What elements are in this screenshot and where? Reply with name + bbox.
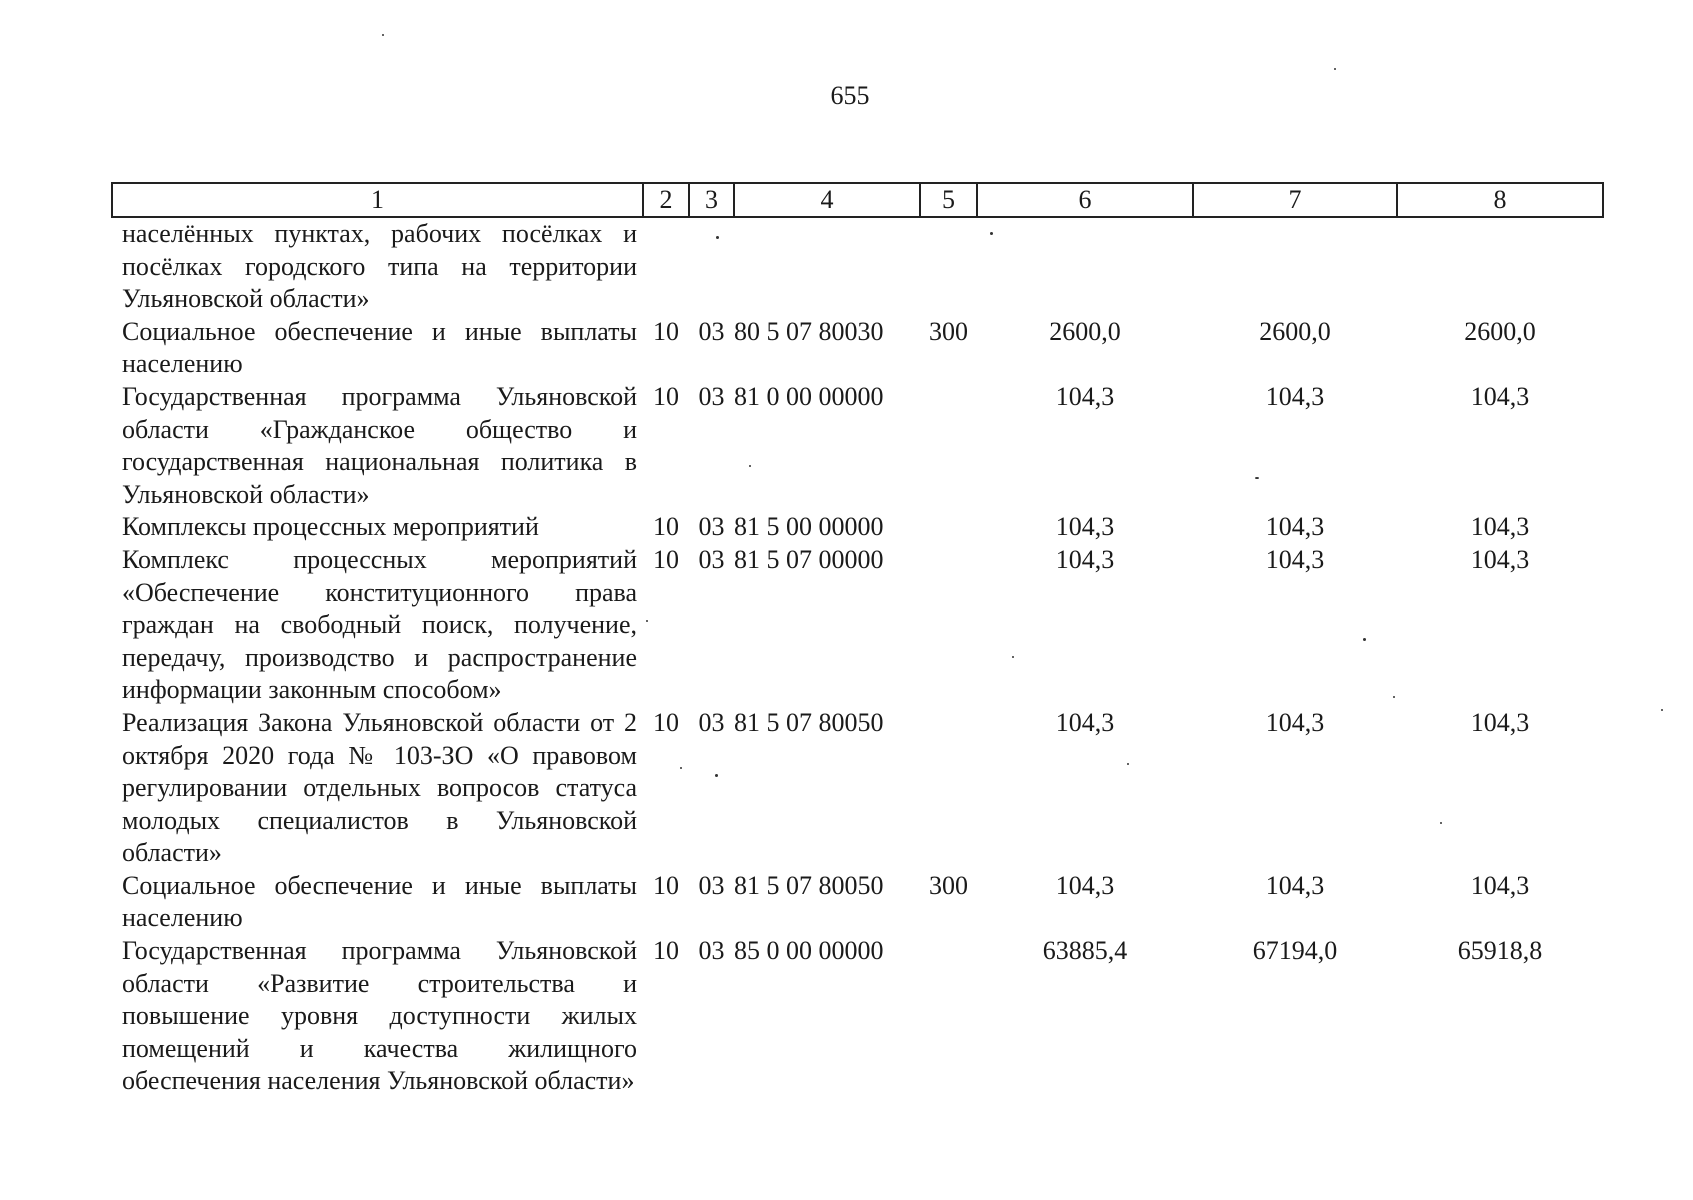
row-section-code: 10 bbox=[653, 544, 679, 574]
row-amount-col7: 104,3 bbox=[1265, 512, 1325, 542]
row-name: Реализация Закона Ульяновской области от 2 октября 2020 года № 103-ЗО «О правовом регулировании отдельных вопросов статуса молодых специалистов в Ульяновской области» bbox=[122, 707, 637, 868]
row-section-code: 10 bbox=[653, 512, 679, 542]
scan-speck bbox=[1127, 763, 1129, 765]
row-subsection-code: 03 bbox=[698, 870, 725, 900]
row-expense-type bbox=[920, 707, 977, 870]
table-row bbox=[112, 935, 1603, 1098]
table-body bbox=[112, 217, 1603, 1098]
scan-speck bbox=[680, 767, 682, 769]
column-header-1: 1 bbox=[112, 183, 643, 217]
scan-speck bbox=[646, 620, 648, 622]
row-amount-col6 bbox=[977, 217, 1193, 316]
row-target-code: 81 5 07 00000 bbox=[734, 544, 884, 574]
row-section-code: 10 bbox=[653, 316, 679, 346]
row-amount-col8: 104,3 bbox=[1470, 707, 1530, 737]
row-amount-col6: 104,3 bbox=[1055, 870, 1115, 900]
row-amount-col6: 104,3 bbox=[1055, 707, 1115, 737]
header-row bbox=[112, 183, 1603, 217]
row-target-code: 81 5 07 80050 bbox=[734, 707, 884, 737]
row-amount-col6: 104,3 bbox=[1055, 544, 1115, 574]
column-header-5: 5 bbox=[920, 183, 977, 217]
row-name: населённых пунктах, рабочих посёлках и посёлках городского типа на территории Ульяновской области» bbox=[122, 219, 637, 314]
row-amount-col7: 2600,0 bbox=[1259, 316, 1331, 346]
scan-speck bbox=[1440, 822, 1442, 824]
scan-speck bbox=[382, 34, 384, 36]
row-subsection-code: 03 bbox=[698, 316, 725, 346]
row-name: Комплекс процессных мероприятий «Обеспечение конституционного права граждан на свободный поиск, получение, передачу, производство и распространение информации законным способом» bbox=[122, 544, 637, 705]
row-name: Комплексы процессных мероприятий bbox=[122, 512, 539, 542]
row-amount-col7: 67194,0 bbox=[1252, 936, 1338, 966]
row-section-code: 10 bbox=[653, 707, 679, 737]
row-expense-type bbox=[920, 935, 977, 1098]
table-row bbox=[112, 870, 1603, 935]
table-row bbox=[112, 316, 1603, 381]
row-expense-type: 300 bbox=[929, 316, 968, 346]
row-target-code: 81 5 07 80050 bbox=[734, 870, 884, 900]
row-target-code: 80 5 07 80030 bbox=[734, 316, 884, 346]
column-header-4: 4 bbox=[734, 183, 920, 217]
column-header-8: 8 bbox=[1397, 183, 1603, 217]
row-subsection-code: 03 bbox=[698, 544, 725, 574]
scan-speck bbox=[1012, 656, 1014, 658]
row-amount-col7: 104,3 bbox=[1265, 544, 1325, 574]
row-target-code: 81 0 00 00000 bbox=[734, 381, 884, 411]
column-header-6: 6 bbox=[977, 183, 1193, 217]
row-name: Социальное обеспечение и иные выплаты населению bbox=[122, 316, 637, 379]
row-amount-col6: 2600,0 bbox=[1049, 316, 1121, 346]
row-section-code: 10 bbox=[653, 936, 679, 966]
row-target-code: 81 5 00 00000 bbox=[734, 512, 884, 542]
row-amount-col8: 104,3 bbox=[1470, 544, 1530, 574]
scan-speck bbox=[715, 774, 718, 777]
row-name: Социальное обеспечение и иные выплаты населению bbox=[122, 870, 637, 933]
row-subsection-code: 03 bbox=[698, 707, 725, 737]
table-row bbox=[112, 217, 1603, 316]
table-row bbox=[112, 707, 1603, 870]
row-amount-col8: 104,3 bbox=[1470, 512, 1530, 542]
scan-speck bbox=[1661, 709, 1663, 711]
page-number: 655 bbox=[830, 81, 870, 110]
table-row bbox=[112, 381, 1603, 511]
scan-speck bbox=[1334, 68, 1336, 70]
table-row bbox=[112, 511, 1603, 544]
row-amount-col8: 65918,8 bbox=[1457, 936, 1543, 966]
row-subsection-code: 03 bbox=[698, 936, 725, 966]
row-name: Государственная программа Ульяновской области «Развитие строительства и повышение уровня доступности жилых помещений и качества жилищного обеспечения населения Ульяновской области» bbox=[122, 936, 637, 1096]
row-target-code: 85 0 00 00000 bbox=[734, 936, 884, 966]
scan-speck bbox=[1393, 696, 1395, 698]
row-expense-type: 300 bbox=[929, 870, 968, 900]
row-target-code bbox=[734, 217, 920, 316]
row-section-code bbox=[643, 217, 689, 316]
column-header-3: 3 bbox=[689, 183, 734, 217]
row-amount-col7: 104,3 bbox=[1265, 381, 1325, 411]
scan-speck bbox=[990, 232, 993, 235]
row-expense-type bbox=[920, 381, 977, 511]
row-section-code: 10 bbox=[653, 381, 679, 411]
row-subsection-code: 03 bbox=[698, 512, 725, 542]
scan-speck bbox=[749, 465, 751, 467]
row-name: Государственная программа Ульяновской области «Гражданское общество и государственная национальная политика в Ульяновской области» bbox=[122, 381, 637, 509]
row-amount-col6: 104,3 bbox=[1055, 381, 1115, 411]
row-amount-col8: 104,3 bbox=[1470, 870, 1530, 900]
row-subsection-code bbox=[689, 217, 734, 316]
row-amount-col6: 104,3 bbox=[1055, 512, 1115, 542]
row-amount-col7 bbox=[1193, 217, 1397, 316]
table-row bbox=[112, 544, 1603, 707]
column-header-7: 7 bbox=[1193, 183, 1397, 217]
row-amount-col7: 104,3 bbox=[1265, 870, 1325, 900]
scan-speck bbox=[1255, 477, 1259, 479]
row-amount-col8: 2600,0 bbox=[1464, 316, 1536, 346]
row-amount-col7: 104,3 bbox=[1265, 707, 1325, 737]
budget-table bbox=[111, 182, 1604, 1098]
row-subsection-code: 03 bbox=[698, 381, 725, 411]
row-section-code: 10 bbox=[653, 870, 679, 900]
column-header-2: 2 bbox=[643, 183, 689, 217]
row-expense-type bbox=[920, 544, 977, 707]
row-expense-type bbox=[920, 511, 977, 544]
row-amount-col8: 104,3 bbox=[1470, 381, 1530, 411]
scan-speck bbox=[716, 236, 719, 239]
scan-speck bbox=[1363, 638, 1366, 641]
row-amount-col6: 63885,4 bbox=[1042, 936, 1128, 966]
row-expense-type bbox=[920, 217, 977, 316]
row-amount-col8 bbox=[1397, 217, 1603, 316]
